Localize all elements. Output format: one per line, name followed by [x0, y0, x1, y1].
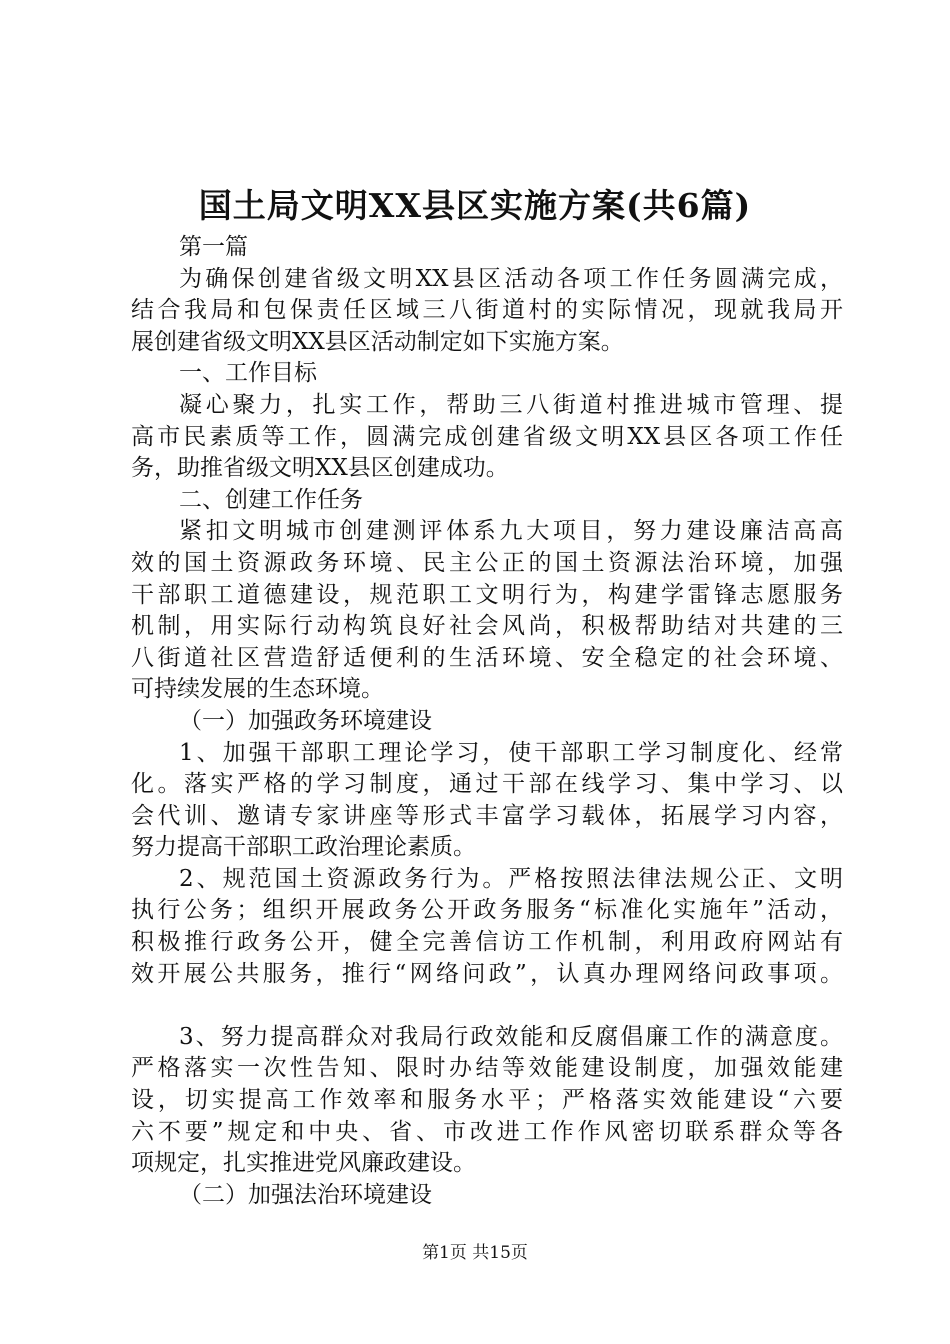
blank-line [131, 990, 843, 1022]
text-line: 紧扣文明城市创建测评体系九大项目，努力建设廉洁高高 [179, 518, 843, 545]
text-line: 1、加强干部职工理论学习，使干部职工学习制度化、经常 [179, 739, 843, 766]
text-line: 二、创建工作任务 [179, 486, 363, 513]
text-line: 为确保创建省级文明XX县区活动各项工作任务圆满完成， [179, 265, 843, 292]
text-line: 效开展公共服务，推行“网络问政”，认真办理网络问政事项。 [131, 960, 843, 987]
text-line: 可持续发展的生态环境。 [131, 676, 384, 703]
text-line: 项规定，扎实推进党风廉政建设。 [131, 1150, 476, 1177]
text-line: 3、努力提高群众对我局行政效能和反腐倡廉工作的满意度。 [179, 1023, 843, 1050]
document-title: 国土局文明XX县区实施方案(共6篇) [198, 186, 752, 225]
text-line: 执行公务；组织开展政务公开政务服务“标准化实施年”活动， [131, 897, 843, 924]
text-line: 一、工作目标 [179, 360, 317, 387]
text-line: 干部职工道德建设，规范职工文明行为，构建学雷锋志愿服务 [131, 581, 843, 608]
text-line: 积极推行政务公开，健全完善信访工作机制，利用政府网站有 [131, 929, 843, 956]
page-number-footer: 第1页 共15页 [422, 1243, 528, 1263]
text-line: 第一篇 [179, 234, 248, 260]
text-line: （一）加强政务环境建设 [179, 707, 432, 734]
text-line: 严格落实一次性告知、限时办结等效能建设制度，加强效能建 [131, 1055, 843, 1082]
text-line: 效的国土资源政务环境、民主公正的国土资源法治环境，加强 [131, 549, 843, 576]
text-line: 高市民素质等工作，圆满完成创建省级文明XX县区各项工作任 [131, 423, 843, 450]
text-line: 结合我局和包保责任区域三八街道村的实际情况，现就我局开 [131, 297, 843, 324]
text-line: 八街道社区营造舒适便利的生活环境、安全稳定的社会环境、 [131, 644, 843, 671]
text-line: 凝心聚力，扎实工作，帮助三八街道村推进城市管理、提 [179, 391, 843, 418]
text-line: （二）加强法治环境建设 [179, 1181, 432, 1208]
document-body [131, 232, 843, 1211]
text-line: 展创建省级文明XX县区活动制定如下实施方案。 [131, 328, 624, 355]
text-line: 务，助推省级文明XX县区创建成功。 [131, 455, 509, 482]
text-line: 努力提高干部职工政治理论素质。 [131, 834, 476, 861]
text-line: 化。落实严格的学习制度，通过干部在线学习、集中学习、以 [131, 771, 843, 798]
text-line: 机制，用实际行动构筑良好社会风尚，积极帮助结对共建的三 [131, 613, 843, 640]
text-line: 六不要”规定和中央、省、市改进工作作风密切联系群众等各 [131, 1118, 843, 1145]
text-line: 会代训、邀请专家讲座等形式丰富学习载体，拓展学习内容， [131, 802, 843, 829]
text-line: 2、规范国土资源政务行为。严格按照法律法规公正、文明 [179, 865, 843, 892]
text-line: 设，切实提高工作效率和服务水平；严格落实效能建设“六要 [131, 1087, 843, 1114]
